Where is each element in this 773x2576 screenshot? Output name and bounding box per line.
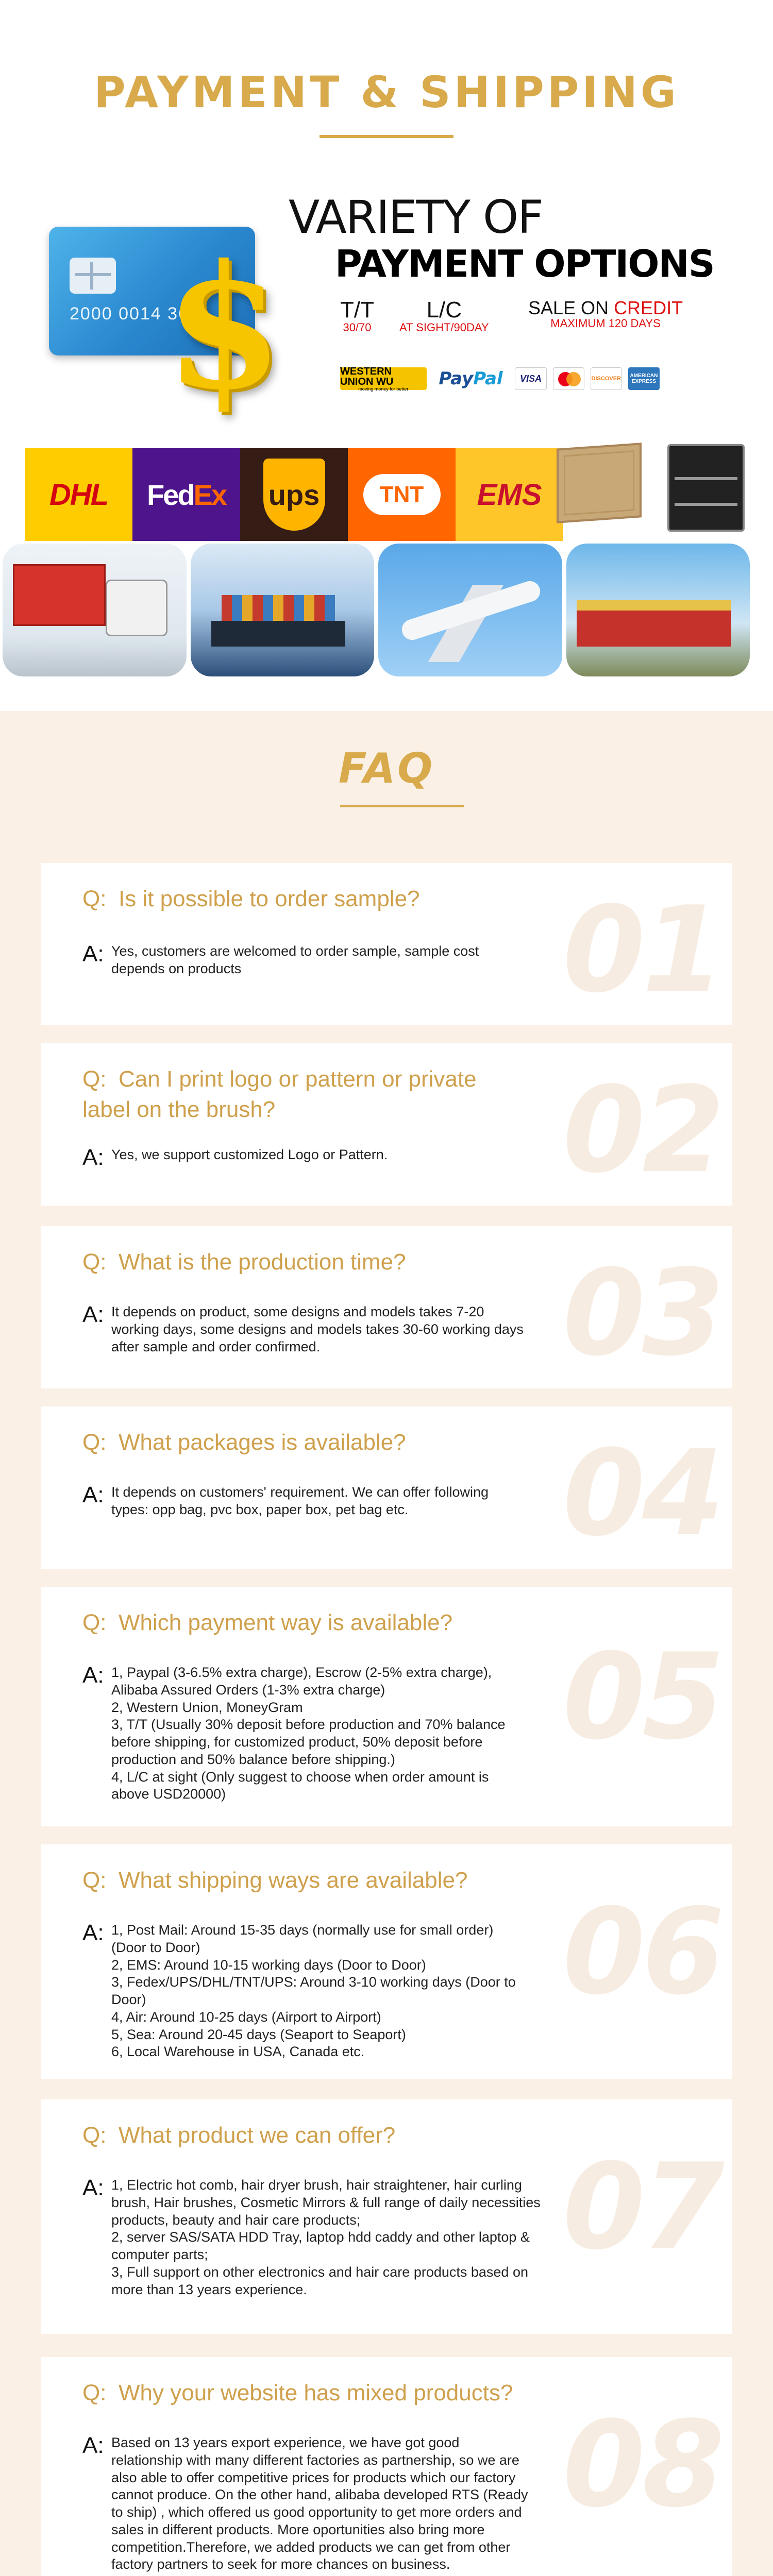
answer-text: 1, Electric hot comb, hair dryer brush, hair straightener, hair curling brush, Hair brushes, Cosmetic Mirrors & full range of daily necessities products, beauty and hair care products; 2, server SAS/SATA HDD Tray, laptop hdd caddy and other laptop & computer parts; 3, Full support on other electronics and hair care products based on more than 13 years experience.: [111, 2177, 541, 2297]
sale-credit: CREDIT: [614, 297, 683, 318]
ups-shield-icon: ups: [263, 459, 325, 531]
faq-number: 01: [562, 882, 721, 1019]
flight-case-image: [667, 444, 745, 532]
western-union-logo: [340, 367, 427, 390]
faq-title-underline: [340, 805, 464, 807]
fedex-text-a: Fed: [146, 478, 194, 511]
term-tt: [340, 299, 374, 334]
paypal-text-b: Pal: [473, 368, 503, 389]
western-union-text: WESTERN UNION WU: [340, 365, 394, 387]
ship-containers: [222, 595, 335, 621]
ship-hull: [211, 621, 345, 647]
faq-answer: [82, 1484, 489, 1519]
answer-text: Based on 13 years export experience, we have got good relationship with many different factories as partnership, so we are also able to offer competitive prices for products which our factory cannot produce. On the other hand, alibaba developed RTS (Ready to ship) , which offered us good opportunity to get more orders and sales in different products. More oportunities also bring more competition.Therefore, we added products we can get from other factory partners to seek for more chances on business.: [111, 2435, 528, 2572]
ups-logo: [240, 448, 348, 541]
question-prefix: Q:: [82, 1249, 107, 1275]
term-lc: [399, 299, 489, 334]
question-text: Is it possible to order sample?: [119, 886, 420, 911]
amex-logo: AMERICAN EXPRESS: [628, 367, 660, 390]
answer-text: It depends on product, some designs and models takes 7-20 working days, some designs and models takes 30-60 working days after sample and order confirmed.: [111, 1304, 524, 1354]
faq-answer: [82, 1303, 524, 1355]
sale-on-credit: [528, 299, 683, 317]
card-number: 2000 0014 36: [70, 304, 189, 324]
mastercard-orange-circle: [566, 372, 581, 386]
answer-prefix: A:: [82, 2175, 104, 2200]
answer-prefix: A:: [82, 1482, 104, 1507]
fedex-logo: [132, 448, 240, 541]
faq-number: 05: [562, 1629, 721, 1766]
faq-card-02: [41, 1043, 732, 1206]
faq-number: 03: [562, 1245, 721, 1382]
discover-logo: DISCOVER: [591, 367, 622, 390]
faq-question: [82, 1427, 406, 1458]
question-prefix: Q:: [82, 1066, 107, 1092]
cargo-ship-image: [191, 544, 375, 676]
faq-answer: [82, 2434, 528, 2573]
faq-number: 06: [562, 1884, 721, 2021]
answer-text: It depends on customers' requirement. We can offer following types: opp bag, pvc box, paper box, pet bag etc.: [111, 1484, 489, 1517]
question-prefix: Q:: [82, 886, 107, 911]
faq-answer: [82, 1145, 388, 1170]
ems-logo: EMS: [456, 448, 563, 541]
answer-prefix: A:: [82, 2433, 104, 2458]
faq-question: [82, 884, 420, 914]
term-lc-detail: AT SIGHT/90DAY: [399, 321, 489, 334]
term-tt-detail: 30/70: [343, 321, 372, 334]
question-text: Can I print logo or pattern or private label on the brush?: [82, 1066, 477, 1123]
question-text: Which payment way is available?: [119, 1610, 453, 1635]
faq-question: [82, 2378, 513, 2408]
answer-prefix: A:: [82, 1920, 104, 1945]
question-text: Why your website has mixed products?: [119, 2380, 513, 2405]
sale-prefix: SALE ON: [528, 297, 614, 318]
western-union-tagline: moving money for better: [358, 386, 409, 392]
answer-text: 1, Post Mail: Around 15-35 days (normally use for small order) (Door to Door) 2, EMS: Around 10-15 working days (Door to Door) 3, Fedex/UPS/DHL/TNT/UPS: Around 3-10 working days (Door to Door) 4, Air: Around 10-25 days (Airport to Airport) 5, Sea: Around 20-45 days (Seaport to Seaport) 6, Local Warehouse in USA, Canada etc.: [111, 1922, 516, 2060]
question-prefix: Q:: [82, 1868, 107, 1893]
faq-answer: [82, 1922, 516, 2061]
faq-number: 02: [562, 1062, 721, 1199]
dollar-sign-icon: $: [165, 227, 283, 427]
faq-card-01: [41, 863, 732, 1025]
train-locomotive: [577, 600, 731, 647]
question-prefix: Q:: [82, 1610, 107, 1635]
faq-card-05: [41, 1587, 732, 1826]
train-image: [566, 544, 750, 676]
faq-answer: [82, 943, 479, 978]
faq-title: FAQ: [338, 744, 435, 792]
payment-options-heading: PAYMENT OPTIONS: [335, 242, 714, 285]
visa-logo: VISA: [515, 367, 546, 390]
sale-max-days: MAXIMUM 120 DAYS: [550, 317, 661, 330]
faq-card-07: [41, 2099, 732, 2334]
truck-image: [3, 544, 187, 676]
courier-logos: [25, 448, 563, 541]
faq-question: [82, 1865, 468, 1895]
tnt-pill-icon: TNT: [363, 474, 441, 515]
faq-question: [82, 1064, 477, 1125]
answer-text: Yes, customers are welcomed to order sample, sample cost depends on products: [111, 943, 479, 976]
transport-images: [3, 544, 750, 676]
truck-cab: [106, 580, 167, 636]
faq-number: 08: [562, 2396, 721, 2534]
faq-question: [82, 1607, 452, 1638]
wooden-crate-image: [557, 443, 642, 523]
tnt-logo: [348, 448, 456, 541]
variety-heading: VARIETY OF: [289, 191, 543, 244]
answer-text: Yes, we support customized Logo or Pattern.: [111, 1147, 388, 1162]
paypal-text-a: Pay: [439, 368, 474, 389]
fedex-text-b: Ex: [193, 478, 226, 511]
term-sale-credit: [528, 299, 683, 330]
answer-prefix: A:: [82, 941, 104, 967]
section-title-payment-shipping: PAYMENT & SHIPPING: [94, 67, 679, 117]
faq-card-03: [41, 1226, 732, 1388]
question-prefix: Q:: [82, 1430, 107, 1455]
faq-question: [82, 1247, 406, 1277]
answer-text: 1, Paypal (3-6.5% extra charge), Escrow (2-5% extra charge), Alibaba Assured Orders (1-3% extra charge) 2, Western Union, MoneyGram 3, T/T (Usually 30% deposit before production and 70% balance before shipping, for customized product, 50% deposit before production and 50% balance before shipping.) 4, L/C at sight (Only suggest to choose when order amount is above USD20000): [111, 1665, 506, 1802]
payment-logos: [340, 363, 660, 394]
question-text: What packages is available?: [119, 1430, 406, 1455]
faq-card-06: [41, 1844, 732, 2079]
answer-prefix: A:: [82, 1663, 104, 1688]
term-tt-label: T/T: [340, 297, 374, 323]
question-text: What product we can offer?: [119, 2123, 396, 2148]
faq-number: 07: [562, 2139, 721, 2276]
faq-card-08: [41, 2357, 732, 2576]
answer-prefix: A:: [82, 1302, 104, 1327]
answer-prefix: A:: [82, 1145, 104, 1170]
airplane-image: [378, 544, 562, 676]
question-prefix: Q:: [82, 2123, 107, 2148]
faq-question: [82, 2120, 395, 2150]
title-underline: [320, 135, 453, 138]
faq-card-04: [41, 1406, 732, 1569]
dhl-logo: DHL: [25, 448, 132, 541]
faq-answer: [82, 1664, 505, 1803]
faq-answer: [82, 2177, 541, 2298]
question-text: What shipping ways are available?: [119, 1868, 468, 1893]
truck-container: [13, 564, 106, 626]
mastercard-logo: [553, 367, 584, 390]
term-lc-label: L/C: [426, 297, 462, 323]
paypal-logo: [433, 367, 509, 390]
question-prefix: Q:: [82, 2380, 107, 2405]
question-text: What is the production time?: [119, 1249, 406, 1275]
card-chip-icon: [70, 258, 116, 294]
faq-number: 04: [562, 1425, 721, 1563]
